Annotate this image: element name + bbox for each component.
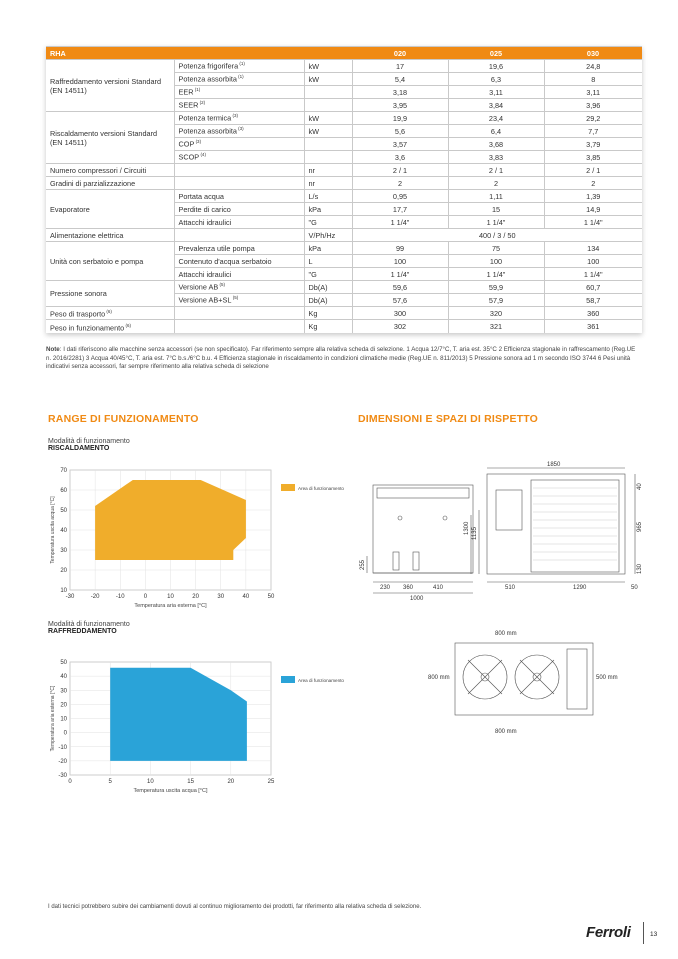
row-value: 8 <box>544 73 642 86</box>
row-parameter: Potenza assorbita $^{(3)}$ <box>174 125 304 138</box>
row-value: 300 <box>352 307 448 320</box>
row-value: 59,6 <box>352 281 448 294</box>
row-value: 3,11 <box>448 86 544 99</box>
row-value: 6,3 <box>448 73 544 86</box>
row-value: 6,4 <box>448 125 544 138</box>
operating-area <box>95 480 246 560</box>
table-row <box>46 281 642 294</box>
x-tick-label: 0 <box>68 779 72 785</box>
row-value: 99 <box>352 242 448 255</box>
spec-table <box>46 46 642 333</box>
row-unit: kW <box>304 73 352 86</box>
svg-text:410: 410 <box>433 585 444 591</box>
cooling-chart-heading: Modalità di funzionamento RAFFREDDAMENTO <box>48 621 130 635</box>
x-tick-label: 40 <box>242 594 250 600</box>
x-tick-label: 10 <box>167 594 174 600</box>
row-parameter: Versione AB $^{(5)}$ <box>174 281 304 294</box>
row-parameter: Potenza termica $^{(3)}$ <box>174 112 304 125</box>
x-axis-label: Temperatura aria esterna [°C] <box>134 603 207 609</box>
row-unit: "G <box>304 216 352 229</box>
row-unit: kPa <box>304 203 352 216</box>
row-value: 19,9 <box>352 112 448 125</box>
row-value: 2 / 1 <box>448 164 544 177</box>
legend-swatch <box>281 676 295 683</box>
row-parameter: SEER $^{(2)}$ <box>174 99 304 112</box>
svg-text:50: 50 <box>631 585 638 591</box>
y-tick-label: 10 <box>60 588 67 594</box>
x-tick-label: 15 <box>187 779 194 785</box>
page-number: 13 <box>650 931 658 938</box>
y-tick-label: -10 <box>58 744 67 751</box>
y-tick-label: 50 <box>60 508 67 514</box>
row-value: 2 / 1 <box>352 164 448 177</box>
row-unit: Kg <box>304 307 352 320</box>
y-tick-label: -20 <box>58 758 67 765</box>
x-tick-label: 25 <box>267 779 275 785</box>
table-row <box>46 112 642 125</box>
svg-text:1135: 1135 <box>472 527 478 540</box>
x-tick-label: -20 <box>90 594 100 600</box>
row-value: 2 <box>544 177 642 190</box>
y-tick-label: 60 <box>60 488 67 494</box>
row-value: 5,6 <box>352 125 448 138</box>
row-value: 1 1/4" <box>352 216 448 229</box>
svg-text:360: 360 <box>403 585 414 591</box>
table-row <box>46 242 642 255</box>
row-value: 400 / 3 / 50 <box>352 229 642 242</box>
y-tick-label: 20 <box>60 568 67 574</box>
row-value: 3,84 <box>448 99 544 112</box>
row-value: 100 <box>352 255 448 268</box>
table-row <box>46 307 642 320</box>
row-value: 0,95 <box>352 190 448 203</box>
row-value: 3,79 <box>544 138 642 151</box>
row-value: 15 <box>448 203 544 216</box>
svg-text:965: 965 <box>637 521 643 532</box>
row-group-label: Numero compressori / Circuiti <box>46 164 174 177</box>
row-group-label: Raffreddamento versioni Standard (EN 14511) <box>46 60 174 112</box>
row-value: 320 <box>448 307 544 320</box>
row-value: 75 <box>448 242 544 255</box>
legend-label: Area di funzionamento <box>298 678 344 683</box>
y-tick-label: -30 <box>58 773 67 779</box>
row-value: 100 <box>448 255 544 268</box>
row-value: 24,8 <box>544 60 642 73</box>
x-tick-label: 50 <box>267 594 275 600</box>
svg-text:40: 40 <box>637 483 643 490</box>
x-tick-label: -30 <box>65 594 75 600</box>
row-unit <box>304 138 352 151</box>
row-value: 2 / 1 <box>544 164 642 177</box>
row-value: 3,18 <box>352 86 448 99</box>
y-tick-label: 20 <box>60 702 67 709</box>
row-unit: Db(A) <box>304 294 352 307</box>
row-parameter: Attacchi idraulici <box>174 216 304 229</box>
table-notes: Note: I dati riferiscono alle macchine senza accessori (se non specificato). Far riferimento sempre alla relativa scheda di selezione. 1 Acqua 12/7°C, T. aria est. 35°C 2 Efficienza stagionale in raffrescamento (Reg.UE n. 2016/2281) 3 Acqua 40/45°C, T. aria est. 7°C b.s./6°C b.u. 4 Efficienza stagionale in riscaldamento in condizioni climatiche medie (Reg.UE n. 811/2013) 5 Pressione sonora ad 1 m secondo ISO 3744 6 Pesi unità indicativi senza accessori, far sempre riferimento alla relativa scheda di selezione <box>46 346 636 370</box>
y-tick-label: 30 <box>60 688 67 695</box>
table-row <box>46 190 642 203</box>
header-size-030: 030 <box>544 47 642 60</box>
row-value: 5,4 <box>352 73 448 86</box>
svg-text:500 mm: 500 mm <box>596 675 618 681</box>
row-value: 59,9 <box>448 281 544 294</box>
row-value: 3,95 <box>352 99 448 112</box>
row-parameter <box>174 307 304 320</box>
ferroli-logo: Ferroli <box>586 924 631 941</box>
row-value: 57,6 <box>352 294 448 307</box>
row-value: 3,85 <box>544 151 642 164</box>
row-group-label: Alimentazione elettrica <box>46 229 174 242</box>
row-group-label: Unità con serbatoio e pompa <box>46 242 174 281</box>
heating-chart-heading: Modalità di funzionamento RISCALDAMENTO <box>48 438 130 452</box>
row-unit: kW <box>304 60 352 73</box>
row-value: 360 <box>544 307 642 320</box>
y-tick-label: 0 <box>63 730 67 737</box>
row-unit: L <box>304 255 352 268</box>
y-tick-label: 70 <box>60 468 67 474</box>
svg-text:1290: 1290 <box>573 585 587 591</box>
x-tick-label: -10 <box>115 594 125 600</box>
row-value: 100 <box>544 255 642 268</box>
svg-text:800 mm: 800 mm <box>428 675 450 681</box>
row-parameter: Portata acqua <box>174 190 304 203</box>
svg-text:1300: 1300 <box>464 521 470 535</box>
row-value: 1 1/4" <box>448 216 544 229</box>
row-unit <box>304 99 352 112</box>
row-unit: kPa <box>304 242 352 255</box>
y-tick-label: 10 <box>60 716 67 723</box>
range-section-title: RANGE DI FUNZIONAMENTO <box>48 413 199 425</box>
svg-text:230: 230 <box>380 585 391 591</box>
table-row <box>46 320 642 333</box>
x-tick-label: 30 <box>217 594 225 600</box>
row-value: 1 1/4" <box>544 216 642 229</box>
row-parameter <box>174 177 304 190</box>
row-value: 3,68 <box>448 138 544 151</box>
table-header-row <box>46 47 642 60</box>
header-model: RHA <box>46 47 352 60</box>
svg-text:510: 510 <box>505 585 516 591</box>
table-row <box>46 164 642 177</box>
page-divider <box>643 922 644 944</box>
row-parameter: Potenza frigorifera $^{(1)}$ <box>174 60 304 73</box>
x-axis-label: Temperatura uscita acqua [°C] <box>133 788 208 794</box>
y-tick-label: 40 <box>60 674 67 681</box>
cooling-range-chart <box>40 654 360 799</box>
row-value: 134 <box>544 242 642 255</box>
row-parameter: Perdite di carico <box>174 203 304 216</box>
row-parameter: Potenza assorbita $^{(1)}$ <box>174 73 304 86</box>
table-row <box>46 229 642 242</box>
row-parameter <box>174 229 304 242</box>
row-value: 58,7 <box>544 294 642 307</box>
row-parameter: Prevalenza utile pompa <box>174 242 304 255</box>
side-view-body <box>487 474 625 574</box>
row-group-label: Pressione sonora <box>46 281 174 307</box>
row-value: 29,2 <box>544 112 642 125</box>
row-unit: V/Ph/Hz <box>304 229 352 242</box>
row-value: 3,83 <box>448 151 544 164</box>
svg-text:130: 130 <box>637 563 643 574</box>
y-axis-label: Temperatura aria esterna [°C] <box>50 685 56 752</box>
row-group-label: Gradini di parzializzazione <box>46 177 174 190</box>
row-parameter: COP $^{(3)}$ <box>174 138 304 151</box>
row-parameter: Attacchi idraulici <box>174 268 304 281</box>
row-value: 3,96 <box>544 99 642 112</box>
row-value: 60,7 <box>544 281 642 294</box>
row-value: 361 <box>544 320 642 333</box>
row-parameter <box>174 164 304 177</box>
row-unit: kW <box>304 112 352 125</box>
row-parameter: Contenuto d'acqua serbatoio <box>174 255 304 268</box>
row-group-label: Evaporatore <box>46 190 174 229</box>
legend-swatch <box>281 484 295 491</box>
row-value: 17,7 <box>352 203 448 216</box>
row-parameter: EER $^{(1)}$ <box>174 86 304 99</box>
svg-text:1000: 1000 <box>410 596 424 602</box>
row-value: 2 <box>448 177 544 190</box>
row-value: 321 <box>448 320 544 333</box>
row-group-label: Peso di trasporto $^{(6)}$ <box>46 307 174 320</box>
row-value: 3,57 <box>352 138 448 151</box>
y-tick-label: 30 <box>60 548 67 554</box>
row-value: 2 <box>352 177 448 190</box>
row-value: 1 1/4" <box>448 268 544 281</box>
row-value: 17 <box>352 60 448 73</box>
row-value: 23,4 <box>448 112 544 125</box>
header-size-020: 020 <box>352 47 448 60</box>
y-tick-label: 40 <box>60 528 67 534</box>
heating-range-chart <box>40 462 360 612</box>
x-tick-label: 20 <box>192 594 199 600</box>
svg-text:255: 255 <box>360 559 366 570</box>
row-unit: nr <box>304 177 352 190</box>
row-value: 7,7 <box>544 125 642 138</box>
x-tick-label: 5 <box>108 779 112 785</box>
top-view-body <box>455 643 593 715</box>
row-unit: nr <box>304 164 352 177</box>
row-group-label: Peso in funzionamento $^{(6)}$ <box>46 320 174 333</box>
row-value: 1,39 <box>544 190 642 203</box>
row-value: 1 1/4" <box>544 268 642 281</box>
row-value: 19,6 <box>448 60 544 73</box>
row-unit: L/s <box>304 190 352 203</box>
row-value: 302 <box>352 320 448 333</box>
x-tick-label: 10 <box>147 779 154 785</box>
dimensions-section-title: DIMENSIONI E SPAZI DI RISPETTO <box>358 413 539 425</box>
row-parameter: Versione AB+SL $^{(5)}$ <box>174 294 304 307</box>
row-value: 14,9 <box>544 203 642 216</box>
header-size-025: 025 <box>448 47 544 60</box>
svg-text:800 mm: 800 mm <box>495 729 517 735</box>
row-unit: kW <box>304 125 352 138</box>
y-tick-label: 50 <box>60 660 67 666</box>
row-group-label: Riscaldamento versioni Standard (EN 14511) <box>46 112 174 164</box>
row-unit: Kg <box>304 320 352 333</box>
row-parameter <box>174 320 304 333</box>
svg-text:1850: 1850 <box>547 462 561 468</box>
row-unit <box>304 151 352 164</box>
row-parameter: SCOP $^{(4)}$ <box>174 151 304 164</box>
x-tick-label: 20 <box>227 779 235 785</box>
row-unit: Db(A) <box>304 281 352 294</box>
dimension-drawing <box>355 460 655 620</box>
row-value: 57,9 <box>448 294 544 307</box>
x-tick-label: 0 <box>143 594 148 600</box>
row-value: 1 1/4" <box>352 268 448 281</box>
row-value: 3,11 <box>544 86 642 99</box>
footer-disclaimer: I dati tecnici potrebbero subire dei cambiamenti dovuti al continuo miglioramento dei prodotti, far riferimento alla relativa scheda di selezione. <box>48 904 422 910</box>
svg-text:800 mm: 800 mm <box>495 631 517 637</box>
row-value: 1,11 <box>448 190 544 203</box>
row-unit <box>304 86 352 99</box>
y-axis-label: Temperatura uscita acqua [°C] <box>50 496 56 564</box>
clearance-drawing <box>420 625 630 740</box>
legend-label: Area di funzionamento <box>298 486 344 491</box>
table-row <box>46 60 642 73</box>
table-row <box>46 177 642 190</box>
row-unit: "G <box>304 268 352 281</box>
row-value: 3,6 <box>352 151 448 164</box>
